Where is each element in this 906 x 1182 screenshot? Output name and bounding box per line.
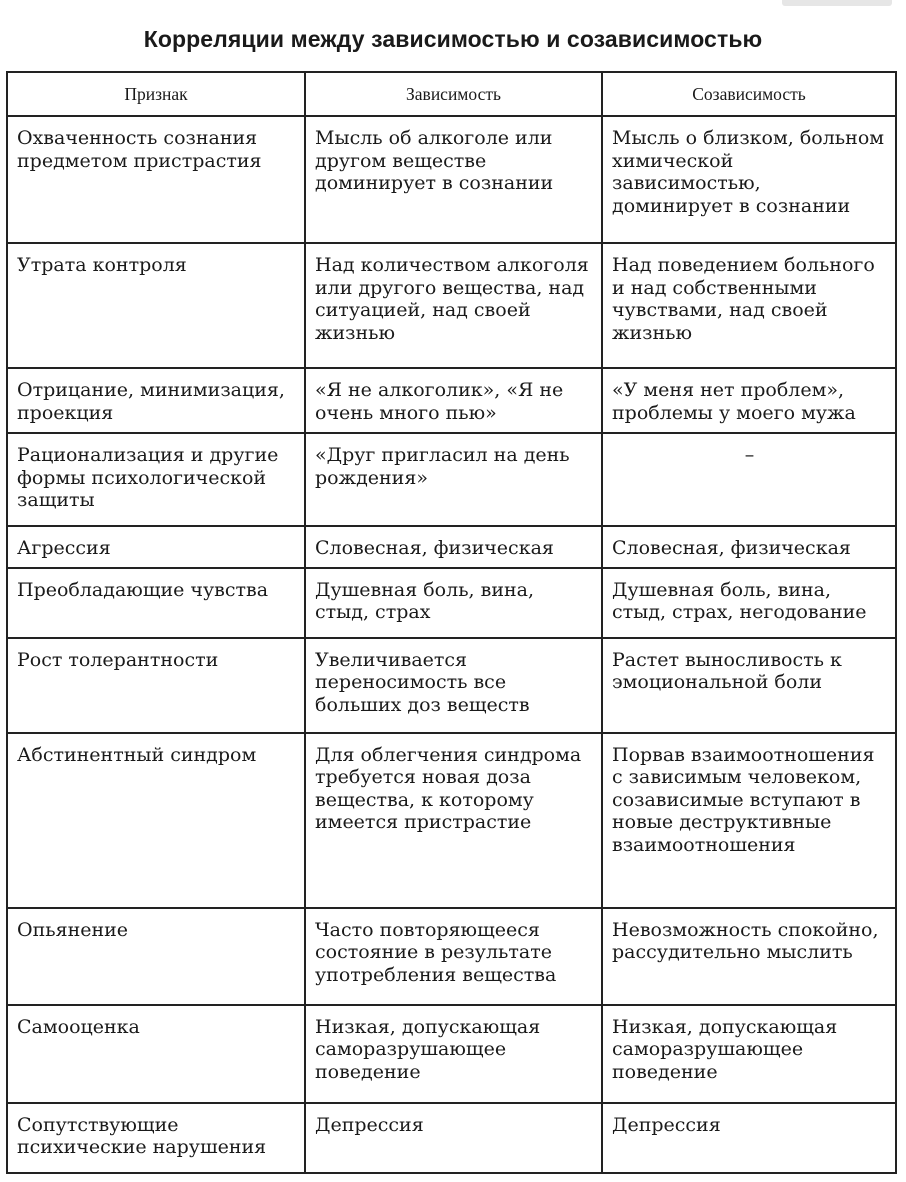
cell-codependence: Порвав взаимоотношения с зависимым человеком, созависимые вступают в новые деструктивные взаимоотношения xyxy=(602,733,896,908)
cell-sign: Преобладающие чувства xyxy=(7,568,305,638)
cell-dependence: Низкая, допускающая саморазрушающее поведение xyxy=(305,1005,602,1103)
cell-codependence: – xyxy=(602,433,896,526)
table-header xyxy=(7,72,896,116)
cell-sign: Агрессия xyxy=(7,526,305,568)
table-row xyxy=(7,638,896,733)
cell-codependence: Мысль о близком, больном химической зависимостью, доминирует в сознании xyxy=(602,116,896,243)
cell-sign: Утрата контроля xyxy=(7,243,305,368)
table-row xyxy=(7,733,896,908)
cell-sign: Самооценка xyxy=(7,1005,305,1103)
table-row xyxy=(7,368,896,433)
cell-codependence: Словесная, физическая xyxy=(602,526,896,568)
cell-dependence: Словесная, физическая xyxy=(305,526,602,568)
table-row xyxy=(7,908,896,1005)
page-edge-mark xyxy=(782,0,892,6)
cell-sign: Опьянение xyxy=(7,908,305,1005)
header-row xyxy=(7,72,896,116)
table-row xyxy=(7,433,896,526)
cell-dependence: Депрессия xyxy=(305,1103,602,1173)
cell-codependence: Душевная боль, вина, стыд, страх, негодование xyxy=(602,568,896,638)
cell-dependence: Для облегчения синдрома требуется новая доза вещества, к которому имеется пристрастие xyxy=(305,733,602,908)
page-title: Корреляции между зависимостью и созависимостью xyxy=(143,26,763,52)
cell-dependence: «Друг пригласил на день рождения» xyxy=(305,433,602,526)
correlation-table xyxy=(6,71,897,1174)
header-codependence: Созависимость xyxy=(602,72,896,116)
cell-dependence: Мысль об алкоголе или другом веществе доминирует в сознании xyxy=(305,116,602,243)
cell-codependence: Над поведением больного и над собственными чувствами, над своей жизнью xyxy=(602,243,896,368)
cell-codependence: Растет выносливость к эмоциональной боли xyxy=(602,638,896,733)
cell-dependence: Душевная боль, вина, стыд, страх xyxy=(305,568,602,638)
cell-dependence: Над количеством алкоголя или другого вещества, над ситуацией, над своей жизнью xyxy=(305,243,602,368)
header-sign: Признак xyxy=(7,72,305,116)
cell-dependence: Часто повторяющееся состояние в результате употребления вещества xyxy=(305,908,602,1005)
table-row xyxy=(7,243,896,368)
cell-codependence: «У меня нет проблем», проблемы у моего мужа xyxy=(602,368,896,433)
table-row xyxy=(7,116,896,243)
table-body xyxy=(7,116,896,1173)
table-row xyxy=(7,1005,896,1103)
cell-sign: Рационализация и другие формы психологической защиты xyxy=(7,433,305,526)
cell-sign: Сопутствующие психические нарушения xyxy=(7,1103,305,1173)
table-row xyxy=(7,1103,896,1173)
cell-dependence: Увеличивается переносимость все больших доз веществ xyxy=(305,638,602,733)
cell-codependence: Невозможность спокойно, рассудительно мыслить xyxy=(602,908,896,1005)
cell-codependence: Низкая, допускающая саморазрушающее поведение xyxy=(602,1005,896,1103)
table-row xyxy=(7,526,896,568)
cell-sign: Отрицание, минимизация, проекция xyxy=(7,368,305,433)
cell-sign: Рост толерантности xyxy=(7,638,305,733)
table-row xyxy=(7,568,896,638)
header-dependence: Зависимость xyxy=(305,72,602,116)
cell-sign: Абстинентный синдром xyxy=(7,733,305,908)
cell-sign: Охваченность сознания предметом пристрастия xyxy=(7,116,305,243)
cell-dependence: «Я не алкоголик», «Я не очень много пью» xyxy=(305,368,602,433)
cell-codependence: Депрессия xyxy=(602,1103,896,1173)
